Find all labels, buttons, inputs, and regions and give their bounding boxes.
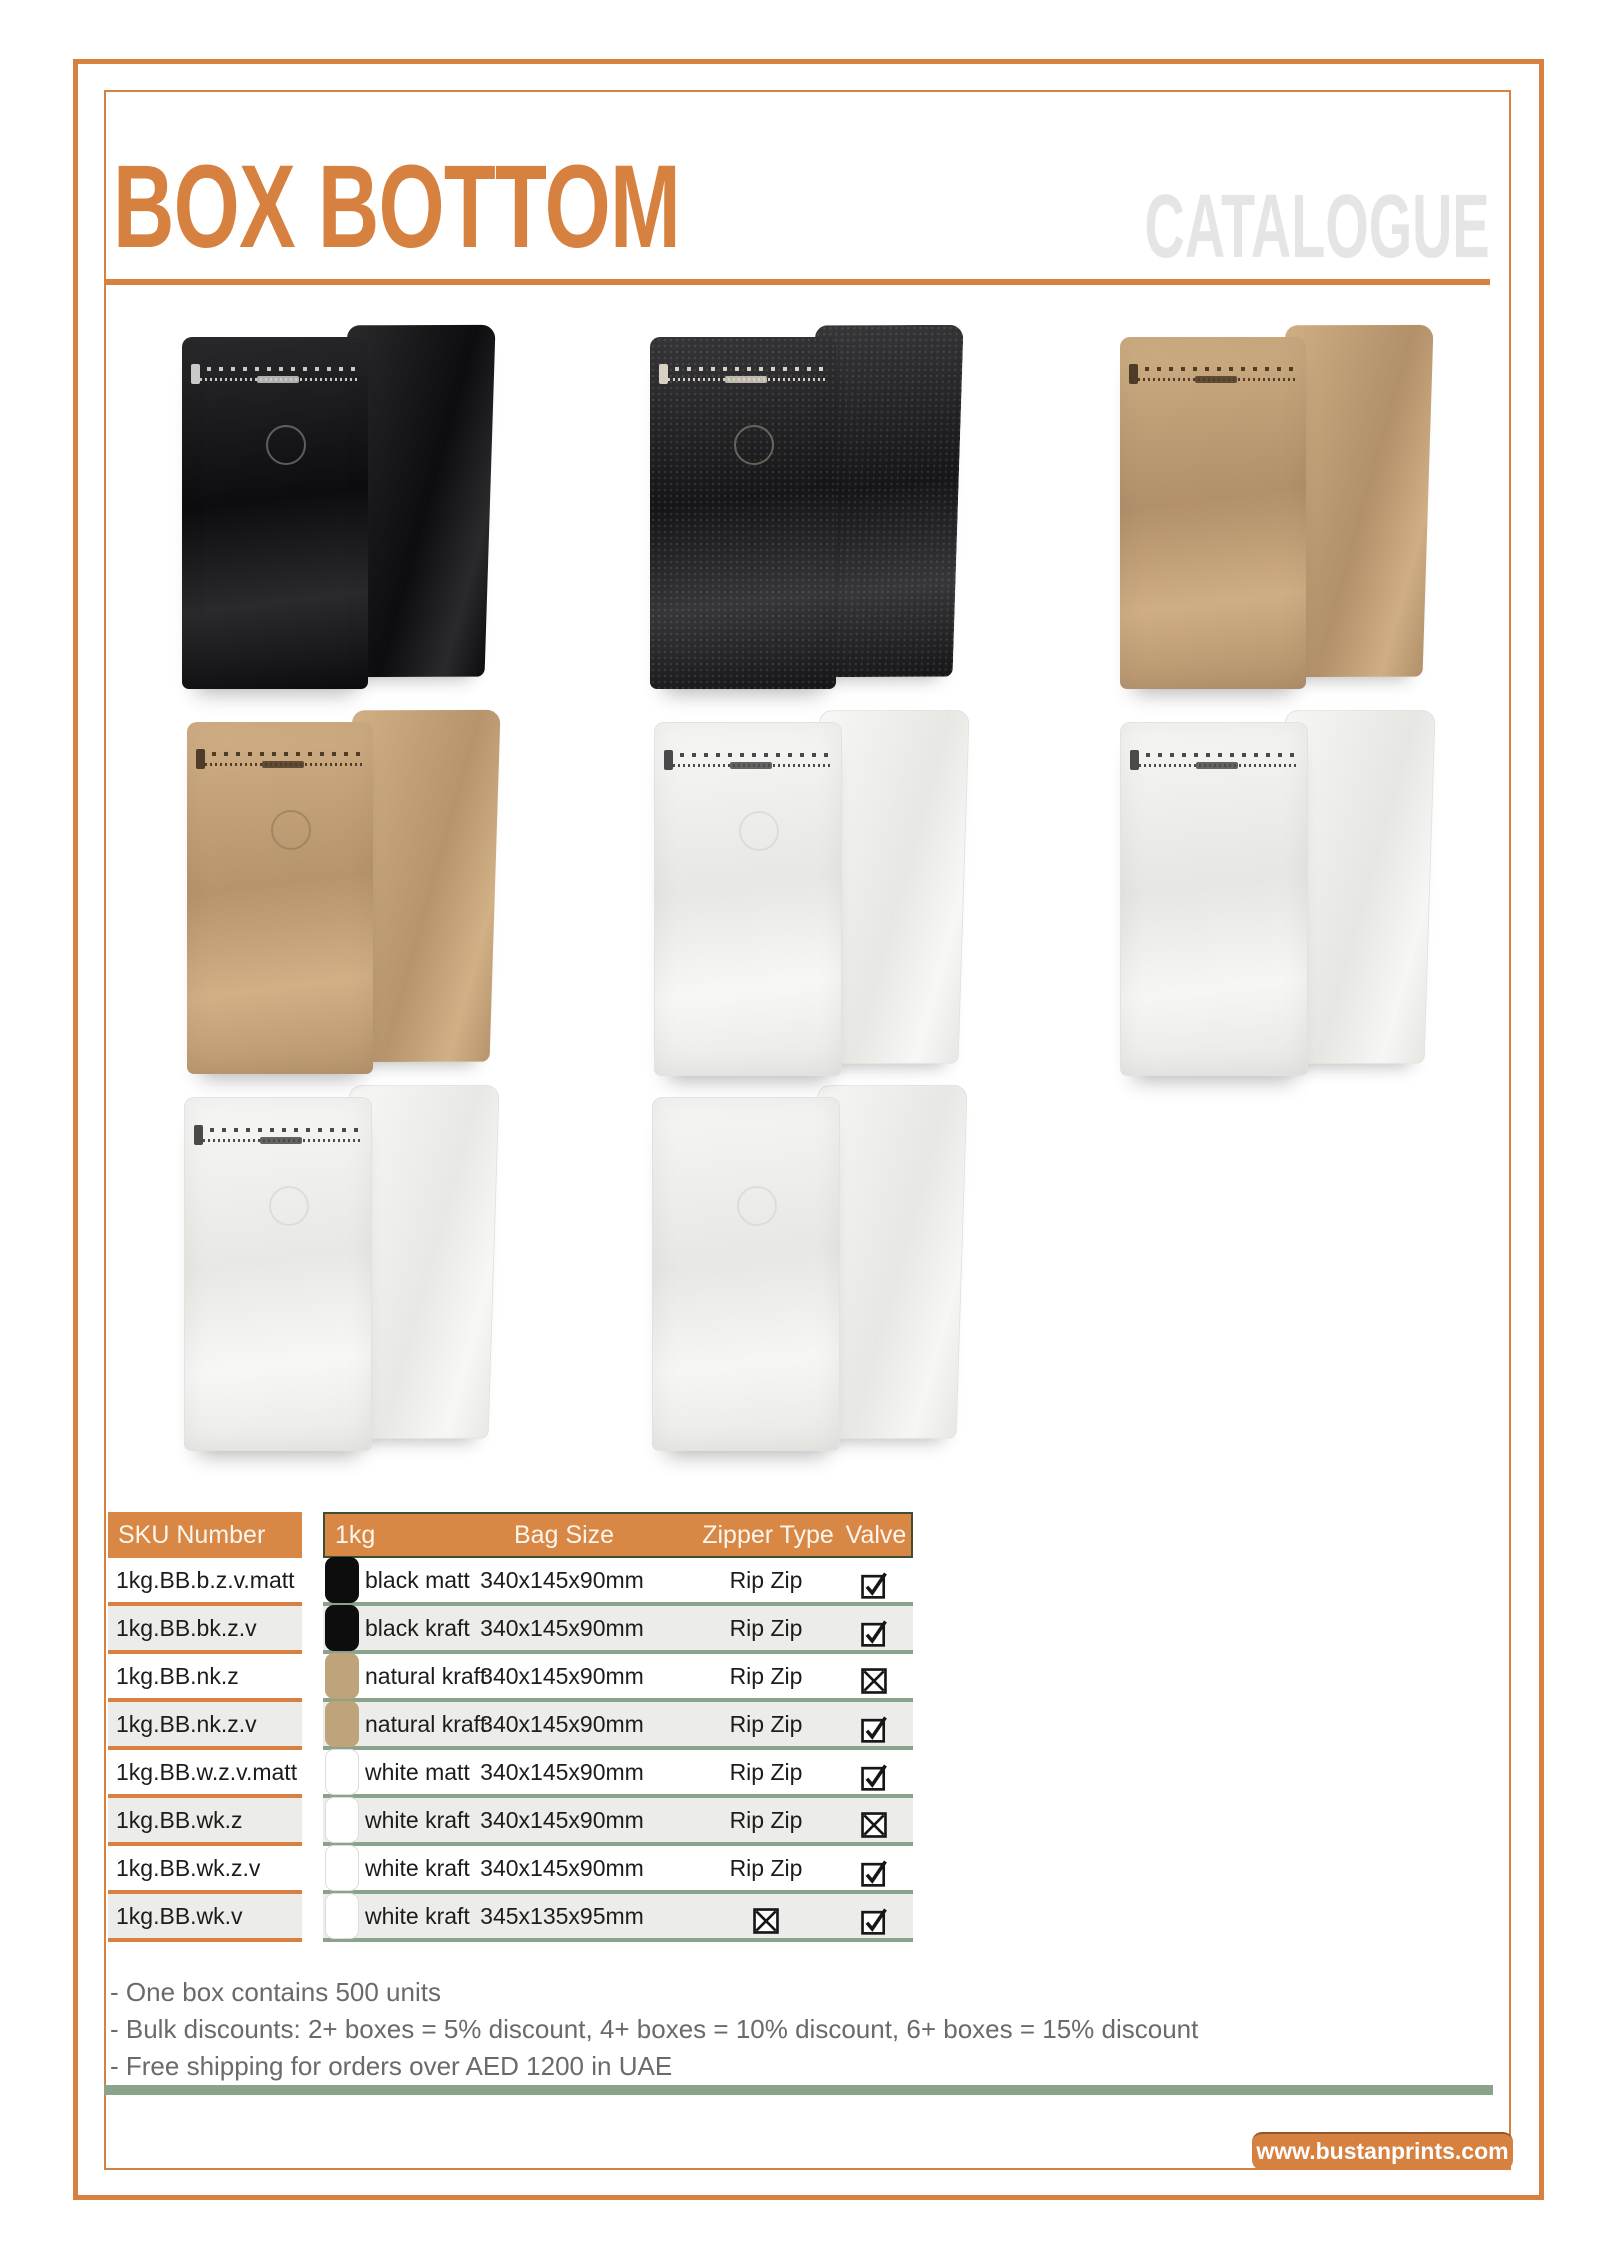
checked-checkbox-icon (859, 1906, 889, 1936)
product-photo-white-kraft-zip-valve (182, 1083, 522, 1451)
product-photo-white-kraft-valve (650, 1083, 990, 1451)
checked-checkbox-icon (859, 1714, 889, 1744)
bag-front-view (652, 1097, 840, 1451)
valve-checkbox (814, 1894, 934, 1938)
checked-checkbox-icon (859, 1618, 889, 1648)
strip-tab (196, 749, 205, 769)
degassing-valve-mark (739, 811, 779, 851)
page-subtitle: CATALOGUE (1144, 177, 1490, 277)
color-name: white kraft (365, 1855, 470, 1881)
valve-checkbox (814, 1798, 934, 1842)
note-line: - Bulk discounts: 2+ boxes = 5% discount, 4+ boxes = 10% discount, 6+ boxes = 15% discount (110, 2014, 1199, 2044)
strip-tab (191, 364, 200, 384)
sku-row (108, 1654, 302, 1698)
strip-label-bar (260, 1137, 302, 1144)
sku-row (108, 1846, 302, 1890)
tear-dots (195, 367, 357, 371)
column-header-1kg: 1kg (335, 1521, 376, 1549)
product-photo-natural-kraft-zip-valve (185, 708, 525, 1076)
valve-checkbox (814, 1558, 934, 1602)
valve-checkbox (814, 1654, 934, 1698)
note-line: - One box contains 500 units (110, 1977, 441, 2007)
zipper-type-value: Rip Zip (729, 1759, 803, 1785)
sku-number: 1kg.BB.nk.z (116, 1663, 239, 1689)
spec-table (323, 1512, 913, 1942)
degassing-valve-mark (271, 810, 311, 850)
tear-dots (198, 1128, 360, 1132)
note-line: - Free shipping for orders over AED 1200 in UAE (110, 2051, 673, 2081)
strip-tab (1130, 750, 1139, 770)
zipper-type-value: Rip Zip (729, 1663, 803, 1689)
product-photo-natural-kraft-zip (1118, 323, 1458, 691)
color-swatch (325, 1893, 359, 1939)
column-header-zipper-type: Zipper Type (702, 1521, 834, 1549)
tin-tie-strip (198, 1128, 360, 1146)
color-swatch (325, 1557, 359, 1603)
color-name: black matt (365, 1567, 470, 1593)
tear-dots (200, 752, 362, 756)
bag-size-value: 340x145x90mm (480, 1567, 644, 1593)
zipper-type-value: Rip Zip (729, 1711, 803, 1737)
bag-size-value: 340x145x90mm (480, 1759, 644, 1785)
column-header-bag-size: Bag Size (513, 1521, 615, 1549)
sku-number: 1kg.BB.wk.z.v (116, 1855, 261, 1881)
product-photo-white-kraft-zip (1118, 708, 1458, 1076)
degassing-valve-mark (269, 1186, 309, 1226)
strip-label-bar (1195, 376, 1237, 383)
sku-number: 1kg.BB.nk.z.v (116, 1711, 257, 1737)
spec-row (323, 1702, 913, 1746)
notes-block (110, 1974, 1198, 2085)
bag-front-view (182, 337, 368, 689)
valve-checkbox (814, 1702, 934, 1746)
tear-dots (668, 753, 830, 757)
tin-tie-strip (200, 752, 362, 770)
spec-table-body (323, 1558, 913, 1942)
degassing-valve-mark (737, 1186, 777, 1226)
bag-front-view (187, 722, 373, 1074)
checked-checkbox-icon (859, 1858, 889, 1888)
valve-checkbox (814, 1606, 934, 1650)
valve-checkbox (814, 1750, 934, 1794)
color-name: black kraft (365, 1615, 470, 1641)
spec-table-header (323, 1512, 913, 1558)
sku-row (108, 1894, 302, 1938)
bag-front-view (184, 1097, 372, 1451)
bag-size-value: 340x145x90mm (480, 1615, 644, 1641)
sku-row (108, 1750, 302, 1794)
website-link[interactable] (1252, 2132, 1513, 2170)
sku-row (108, 1798, 302, 1842)
tear-dots (663, 367, 825, 371)
spec-row (323, 1798, 913, 1842)
tear-dots (1134, 753, 1296, 757)
crossed-checkbox-icon (859, 1666, 889, 1696)
spec-row (323, 1654, 913, 1698)
bag-size-value: 345x135x95mm (480, 1903, 644, 1929)
color-name: natural kraft (365, 1663, 487, 1689)
spec-row (323, 1750, 913, 1794)
spec-row (323, 1558, 913, 1602)
strip-label-bar (730, 762, 772, 769)
sku-row (108, 1558, 302, 1602)
sku-number: 1kg.BB.b.z.v.matt (116, 1567, 295, 1593)
bag-front-view (654, 722, 842, 1076)
footer-green-bar (104, 2085, 1493, 2095)
spec-row (323, 1606, 913, 1650)
color-swatch (325, 1749, 359, 1795)
product-photo-black-kraft (648, 323, 988, 691)
bag-size-value: 340x145x90mm (480, 1663, 644, 1689)
degassing-valve-mark (266, 425, 306, 465)
sku-row (108, 1606, 302, 1650)
tin-tie-strip (1133, 367, 1295, 385)
bag-front-view (1120, 722, 1308, 1076)
sku-table-header: SKU Number (108, 1512, 302, 1558)
sku-table-body (108, 1558, 302, 1942)
sku-row (108, 1702, 302, 1746)
sku-number: 1kg.BB.wk.z (116, 1807, 243, 1833)
spec-row (323, 1894, 913, 1938)
column-header-valve: Valve (845, 1521, 907, 1549)
color-swatch (325, 1653, 359, 1699)
bag-size-value: 340x145x90mm (480, 1807, 644, 1833)
website-url: www.bustanprints.com (1256, 2138, 1509, 2164)
tin-tie-strip (663, 367, 825, 385)
title-rule (104, 279, 1490, 285)
bag-front-view (1120, 337, 1306, 689)
sku-row-separator (108, 1938, 302, 1942)
tear-dots (1133, 367, 1295, 371)
product-photo-black-matt (180, 323, 520, 691)
page-title: BOX BOTTOM (113, 141, 681, 273)
strip-label-bar (1196, 762, 1238, 769)
bag-size-value: 340x145x90mm (480, 1711, 644, 1737)
checked-checkbox-icon (859, 1570, 889, 1600)
zipper-type-value: Rip Zip (729, 1807, 803, 1833)
product-photo-white-matt (652, 708, 992, 1076)
color-swatch (325, 1701, 359, 1747)
zipper-type-value: Rip Zip (729, 1567, 803, 1593)
strip-tab (664, 750, 673, 770)
color-name: white kraft (365, 1903, 470, 1929)
color-swatch (325, 1605, 359, 1651)
spec-row (323, 1846, 913, 1890)
strip-label-bar (725, 376, 767, 383)
strip-label-bar (257, 376, 299, 383)
color-name: white kraft (365, 1807, 470, 1833)
bag-size-value: 340x145x90mm (480, 1855, 644, 1881)
zipper-type-value: Rip Zip (729, 1855, 803, 1881)
crossed-checkbox-icon (859, 1810, 889, 1840)
sku-number: 1kg.BB.wk.v (116, 1903, 243, 1929)
spec-row-separator (323, 1938, 913, 1942)
strip-tab (194, 1125, 203, 1145)
color-name: white matt (365, 1759, 470, 1785)
sku-table (108, 1512, 302, 1942)
crossed-checkbox-icon (751, 1906, 781, 1936)
zipper-type-value: Rip Zip (729, 1615, 803, 1641)
strip-tab (659, 364, 668, 384)
strip-tab (1129, 364, 1138, 384)
color-swatch (325, 1797, 359, 1843)
tin-tie-strip (1134, 753, 1296, 771)
degassing-valve-mark (734, 425, 774, 465)
tin-tie-strip (195, 367, 357, 385)
color-swatch (325, 1845, 359, 1891)
bag-front-view (650, 337, 836, 689)
sku-number: 1kg.BB.w.z.v.matt (116, 1759, 298, 1785)
tin-tie-strip (668, 753, 830, 771)
strip-label-bar (262, 761, 304, 768)
valve-checkbox (814, 1846, 934, 1890)
sku-number: 1kg.BB.bk.z.v (116, 1615, 257, 1641)
checked-checkbox-icon (859, 1762, 889, 1792)
color-name: natural kraft (365, 1711, 487, 1737)
